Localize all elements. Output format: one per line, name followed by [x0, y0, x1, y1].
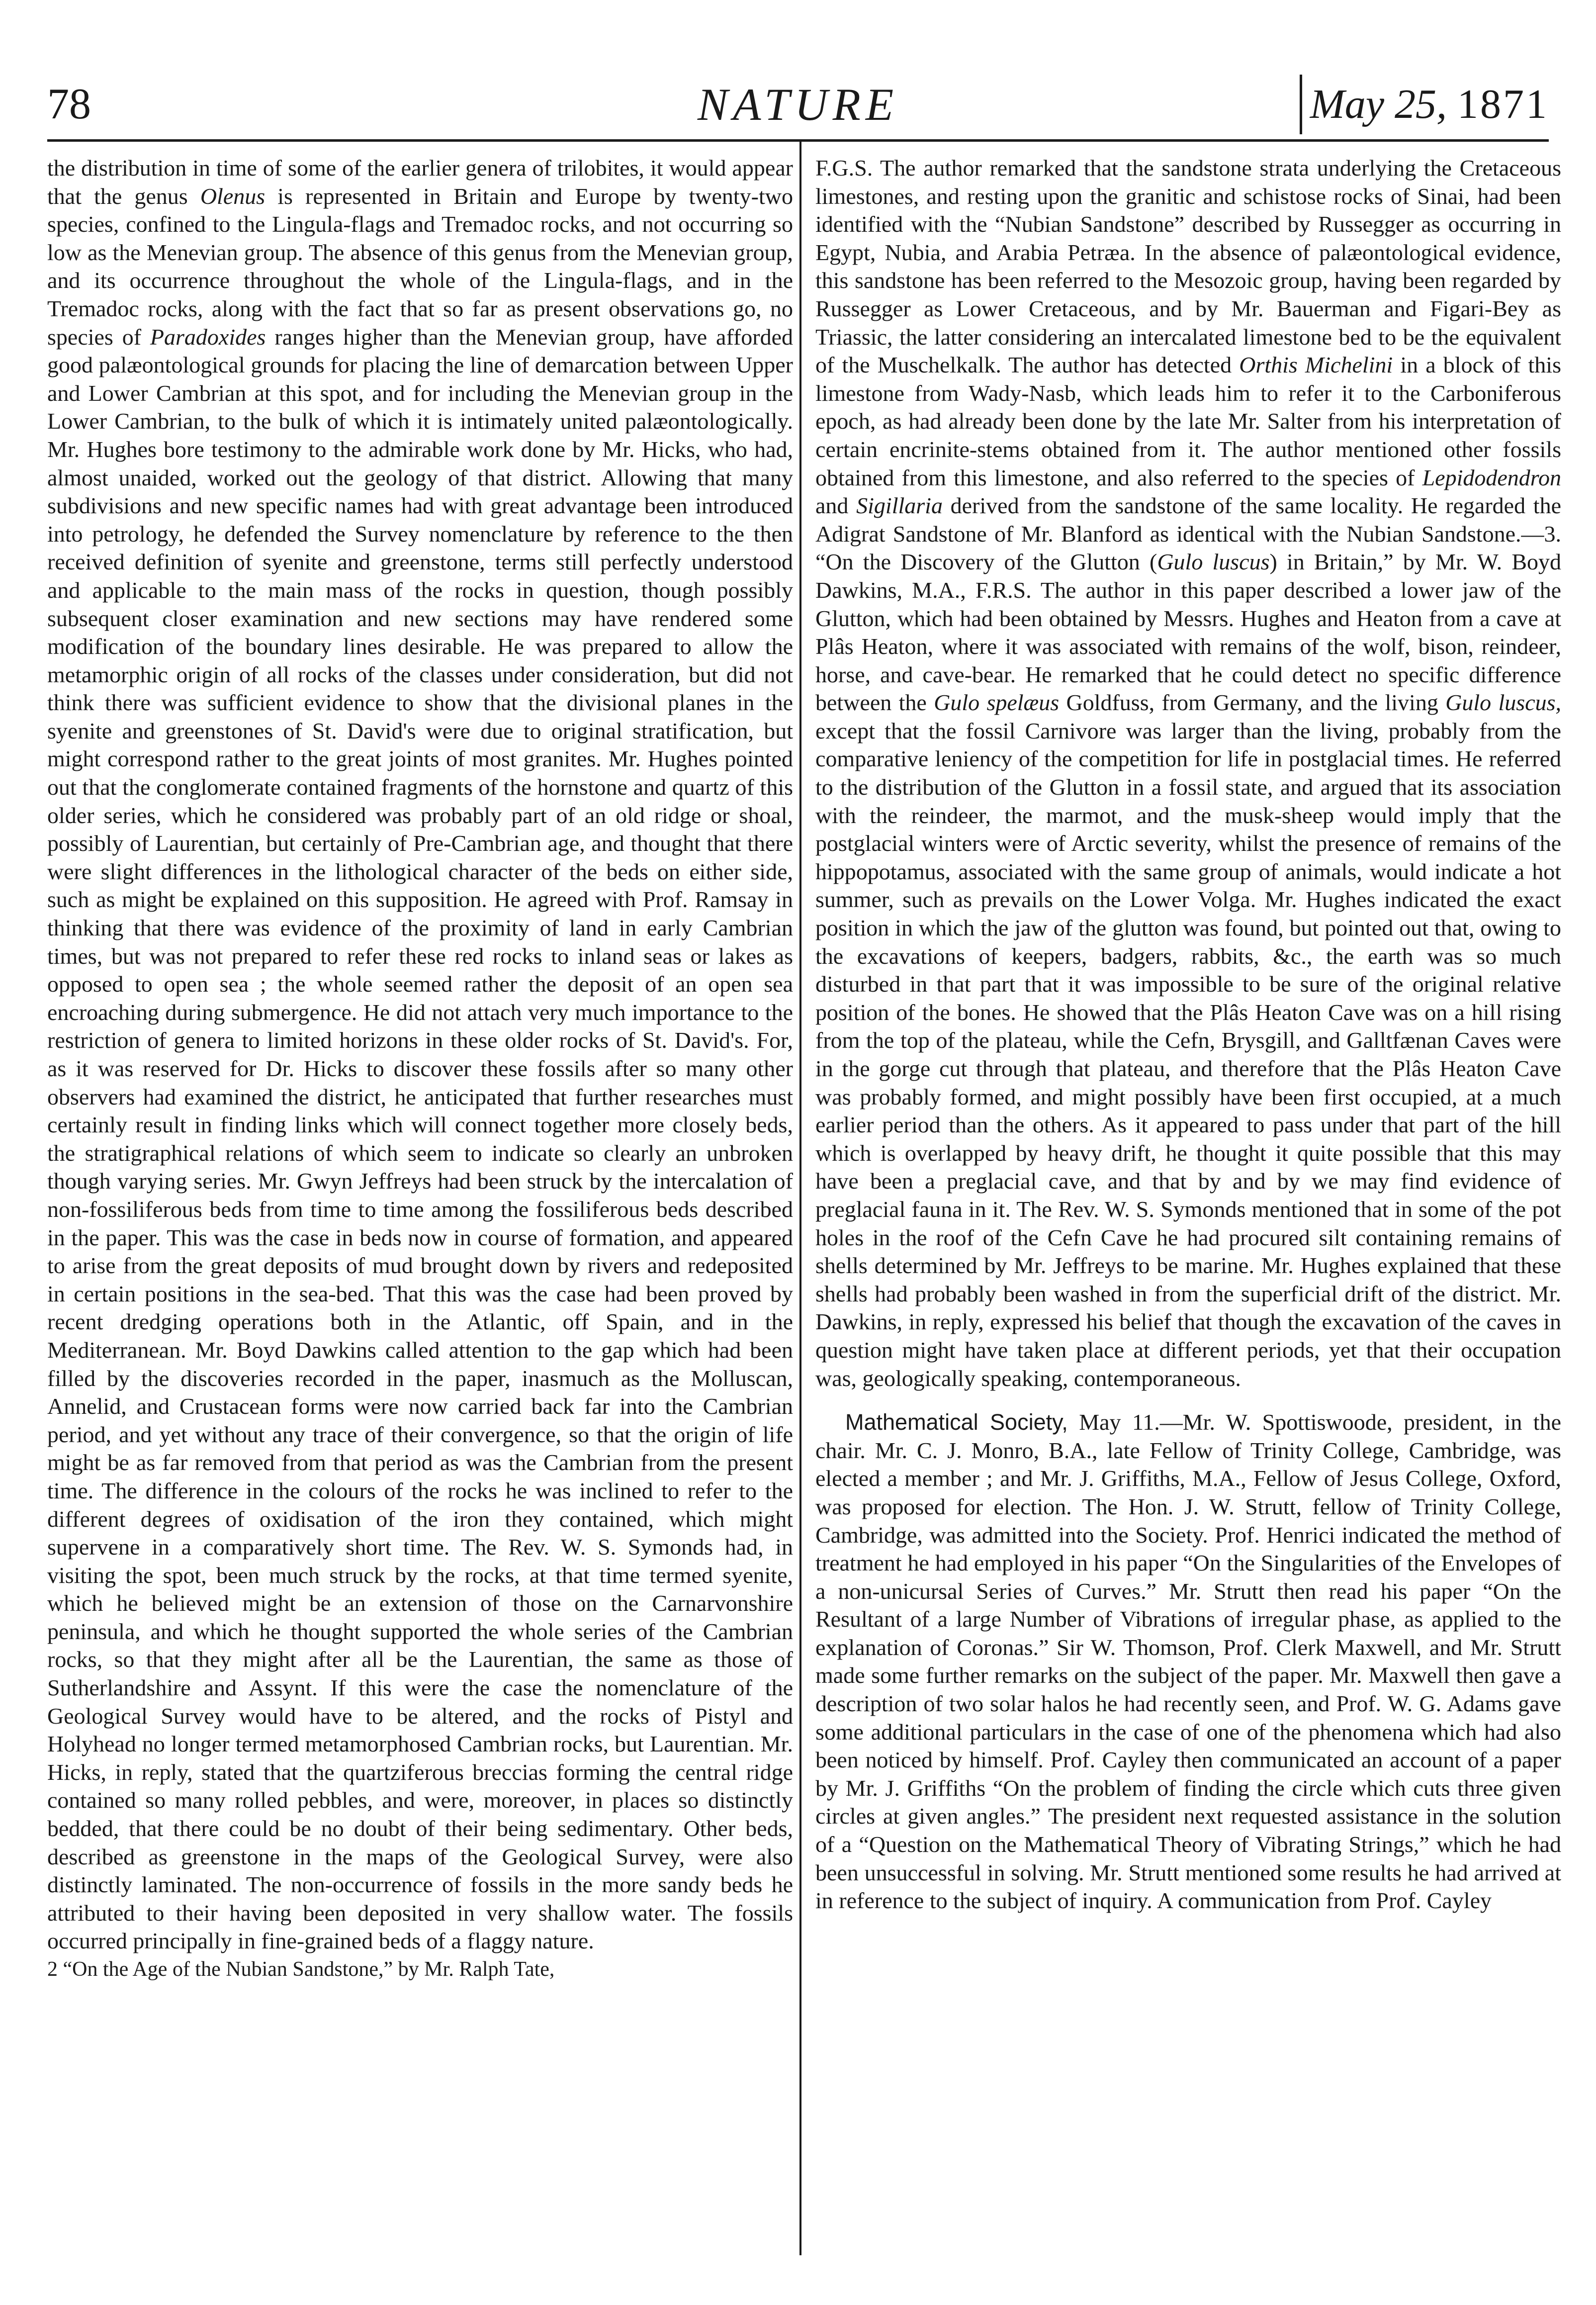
- species-name: Orthis Michelini: [1239, 352, 1393, 378]
- species-name: Gulo spelæus: [934, 690, 1060, 716]
- left-column: [47, 154, 793, 2238]
- page-number: 78: [47, 80, 91, 128]
- text-run: F.G.S. The author remarked that the sandstone strata underlying the Cretaceous limestones, and resting upon the granitic and schistose rocks of Sinai, had been identified with the “Nubian Sandstone” described by Russegger as occurring in Egypt, Nubia, and Arabia Petræa. In the absence of palæontological evidence, this sandstone has been referred to the Mesozoic group, having been regarded by Russegger as Lower Cretaceous, and by Mr. Bauerman and Figari-Bey as Triassic, the latter considering an intercalated limestone bed to be the equivalent of the Muschelkalk. The author has detected: [815, 155, 1561, 378]
- text-run: derived from the sandstone of the same locality. He regarded the Adigrat Sandstone of Mr. Blanford as identical with the Nubian Sandstone.—3. “On the Discovery of the Glutton (: [815, 493, 1562, 575]
- text-run: in a block of this limestone from Wady-Nasb, which leads him to refer it to the Carboniferous epoch, as had already been done by the late Mr. Salter from his interpretation of certain encrinite-stems obtained from it. The author mentioned other fossils obtained from this limestone, and also referred to the species of: [815, 352, 1561, 490]
- journal-title: NATURE: [697, 79, 899, 130]
- text-run: May 11.—Mr. W. Spottiswoode, president, in the chair. Mr. C. J. Monro, B.A., late Fellow of Trinity College, Cambridge, was elected a member ; and Mr. J. Griffiths, M.A., Fellow of Jesus College, Oxford, was proposed for election. The Hon. J. W. Strutt, fellow of Trinity College, Cambridge, was admitted into the Society. Prof. Henrici indicated the method of treatment he had employed in his paper “On the Singularities of the Envelopes of a non-unicursal Series of Curves.” Mr. Strutt then read his paper “On the Resultant of a large Number of Vibrations of irregular phase, as applied to the explanation of Coronas.” Sir W. Thomson, Prof. Clerk Maxwell, and Mr. Strutt made some further remarks on the subject of the paper. Mr. Maxwell then gave a description of two solar halos he had recently seen, and Prof. W. G. Adams gave some additional particulars in the case of one of the phenomena which had also been noticed by himself. Prof. Cayley then communicated an account of a paper by Mr. J. Griffiths “On the problem of finding the circle which cuts three given circles at given angles.” The president next requested assistance in the solution of a “Question on the Mathematical Theory of Vibrating Strings,” which he had been unsuccessful in solving. Mr. Strutt mentioned some results he had arrived at in reference to the subject of inquiry. A communication from Prof. Cayley: [815, 1409, 1561, 1914]
- right-column: [815, 154, 1561, 2238]
- column-divider: [799, 142, 801, 2255]
- text-run: Goldfuss, from Germany, and the living: [1059, 690, 1446, 716]
- section-heading: Mathematical Society,: [845, 1409, 1068, 1435]
- left-paragraph-1: [47, 154, 793, 1955]
- species-name: Gulo luscus,: [1445, 690, 1562, 716]
- genus-name: Sigillaria: [856, 493, 943, 519]
- issue-date-month-day: May 25,: [1310, 81, 1447, 127]
- text-run: is represented in Britain and Europe by twenty-two species, confined to the Lingula-flags and Tremadoc rocks, and not occurring so low as the Menevian group. The absence of this genus from the Menevian group, and its occurrence throughout the whole of the Lingula-flags, and in the Tremadoc rocks, along with the fact that so far as present observations go, no species of: [47, 183, 793, 350]
- issue-date: [1300, 75, 1549, 134]
- mathematical-society-section: [815, 1408, 1561, 1915]
- header-rule: [47, 139, 1549, 142]
- left-paragraph-2: [47, 1955, 793, 1984]
- genus-name: Lepidodendron: [1422, 464, 1561, 490]
- text-run: and: [815, 493, 857, 519]
- text-run: ) in Britain,” by Mr. W. Boyd Dawkins, M.A., F.R.S. The author in this paper described a lower jaw of the Glutton, which had been obtained by Messrs. Hughes and Heaton from a cave at Plâs Heaton, where it was associated with remains of the wolf, bison, reindeer, horse, and cave-bear. He remarked that he could detect no specific difference between the: [815, 549, 1562, 716]
- text-run: 2 “On the Age of the Nubian Sandstone,” by Mr. Ralph Tate,: [47, 1958, 555, 1981]
- text-run: ranges higher than the Menevian group, have afforded good palæontological grounds for placing the line of demarcation between Upper and Lower Cambrian at this spot, and for including the Menevian group in the Lower Cambrian, to the bulk of which it is intimately united palæontologically. Mr. Hughes bore testimony to the admirable work done by Mr. Hicks, who had, almost unaided, worked out the geology of that district. Allowing that many subdivisions and new specific names had with great advantage been introduced into petrology, he defended the Survey nomenclature by reference to the then received definition of syenite and greenstone, terms still perfectly understood and applicable to the main mass of the rocks in question, though possibly subsequent closer examination and new sections may have rendered some modification of the boundary lines desirable. He was prepared to allow the metamorphic origin of all rocks of the classes under consideration, but did not think there was sufficient evidence to show that the divisional planes in the syenite and greenstones of St. David's were due to original stratification, but might correspond rather to the great joints of most granites. Mr. Hughes pointed out that the conglomerate contained fragments of the hornstone and quartz of this older series, which he considered was probably part of an old ridge or shoal, possibly of Laurentian, but certainly of Pre-Cambrian age, and thought that there were slight differences in the lithological character of the beds on either side, such as might be explained on this supposition. He agreed with Prof. Ramsay in thinking that there was evidence of the proximity of land in early Cambrian times, but was not prepared to refer these red rocks to inland seas or lakes as opposed to open sea ; the whole seemed rather the deposit of an open sea encroaching during submergence. He did not attach very much importance to the restriction of genera to limited horizons in these older rocks of St. David's. For, as it was reserved for Dr. Hicks to discover these fossils after so many other observers had examined the district, he anticipated that further researches must certainly result in finding links which will connect together more closely beds, the stratigraphical relations of which seem to indicate so clearly an unbroken though varying series. Mr. Gwyn Jeffreys had been struck by the intercalation of non-fossiliferous beds from time to time among the fossiliferous beds described in the paper. This was the case in beds now in course of formation, and appeared to arise from the great deposits of mud brought down by rivers and redeposited in certain positions in the sea-bed. That this was the case had been proved by recent dredging operations both in the Atlantic, off Spain, and in the Mediterranean. Mr. Boyd Dawkins called attention to the gap which had been filled by the discoveries recorded in the paper, inasmuch as the Molluscan, Annelid, and Crustacean forms were now carried back far into the Cambrian period, and yet without any trace of their convergence, so that the origin of life might be as far removed from that period as was the Cambrian from the present time. The difference in the colours of the rocks he was inclined to refer to the different degrees of oxidisation of the iron they contained, which might supervene in a comparatively short time. The Rev. W. S. Symonds had, in visiting the spot, been much struck by the rocks, at that time termed syenite, which he believed might be an extension of those on the Carnarvonshire peninsula, and which he thought supported the whole series of the Cambrian rocks, so that they might after all be the Laurentian, the same as those of Sutherlandshire and Assynt. If this were the case the nomenclature of the Geological Survey would have to be altered, and the rocks of Pistyl and Holyhead no longer termed metamorphosed Cambrian rocks, but Laurentian. Mr. Hicks, in reply, stated that the quartziferous breccias forming the central ridge contained so many rolled pebbles, and were, moreover, in places so distinctly bedded, that there could be no doubt of their being sedimentary. Other beds, described as greenstone in the maps of the Geological Survey, were also distinctly laminated. The non-occurrence of fossils in the more sandy beds he attributed to their having been deposited in very shallow water. The fossils occurred principally in fine-grained beds of a flaggy nature.: [47, 324, 793, 1954]
- text-run: except that the fossil Carnivore was larger than the living, probably from the comparative leniency of the competition for life in postglacial times. He referred to the distribution of the Glutton in a fossil state, and argued that its association with the reindeer, the marmot, and the musk-sheep would imply that the postglacial winters were of Arctic severity, whilst the presence of remains of the hippopotamus, associated with the same group of animals, would indicate a hot summer, such as prevails on the Lower Volga. Mr. Hughes indicated the exact position in which the jaw of the glutton was found, but pointed out that, owing to the excavations of keepers, badgers, rabbits, &c., the earth was so much disturbed in that part that it was impossible to be sure of the original relative position of the bones. He showed that the Plâs Heaton Cave was on a hill rising from the top of the plateau, while the Cefn, Brysgill, and Galltfænan Caves were in the gorge cut through that plateau, and therefore that the Plâs Heaton Cave was probably formed, and might possibly have been first occupied, at a much earlier period than the others. As it appeared to pass under that part of the hill which is overlapped by heavy drift, he thought it quite possible that this may have been a preglacial cave, and that by and by we may find evidence of preglacial fauna in it. The Rev. W. S. Symonds mentioned that in some of the pot holes in the roof of the Cefn Cave he had procured silt containing remains of shells determined by Mr. Jeffreys to be marine. Mr. Hughes explained that these shells had probably been washed in from the superficial drift of the district. Mr. Dawkins, in reply, expressed his belief that though the excavation of the caves in question might have taken place at different periods, yet that their occupation was, geologically speaking, contemporaneous.: [815, 718, 1561, 1391]
- genus-name: Olenus: [200, 183, 266, 209]
- issue-date-year: 1871: [1457, 81, 1549, 127]
- species-name: Gulo luscus: [1157, 549, 1270, 575]
- page-header: [47, 75, 1549, 142]
- genus-name: Paradoxides: [150, 324, 266, 350]
- text-run: the distribution in time of some of the earlier genera of trilobites, it would appear that the genus: [47, 155, 793, 209]
- right-paragraph-1: [815, 154, 1561, 1392]
